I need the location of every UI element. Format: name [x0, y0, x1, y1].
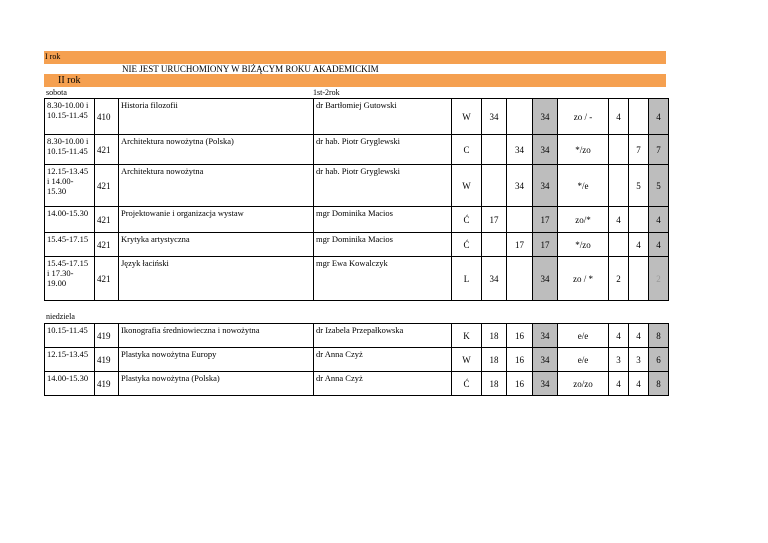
time-cell: 15.45-17.15	[45, 233, 95, 257]
table-row	[45, 257, 669, 301]
hours-semester-1-cell: 18	[482, 348, 507, 372]
hours-total-cell: 34	[533, 324, 558, 348]
table-row	[45, 324, 669, 348]
ects-total-cell: 2	[649, 257, 669, 301]
table-row	[45, 233, 669, 257]
hours-total-cell: 34	[533, 99, 558, 135]
ects-semester-2-cell: 5	[629, 165, 649, 207]
hours-total-cell: 17	[533, 207, 558, 233]
table-row	[45, 99, 669, 135]
room-cell: 421	[95, 233, 119, 257]
time-cell: 12.15-13.45 i 14.00-15.30	[45, 165, 95, 207]
teacher-cell: dr hab. Piotr Gryglewski	[314, 135, 452, 165]
ects-semester-1-cell: 3	[609, 348, 629, 372]
hours-semester-2-cell: 34	[507, 165, 533, 207]
hours-semester-1-cell	[482, 233, 507, 257]
teacher-cell: mgr Ewa Kowalczyk	[314, 257, 452, 301]
time-cell: 15.45-17.15 i 17.30-19.00	[45, 257, 95, 301]
form-cell: Ć	[452, 207, 482, 233]
assessment-cell: zo / *	[558, 257, 609, 301]
form-cell: W	[452, 165, 482, 207]
sunday-schedule-table	[44, 323, 669, 396]
not-running-notice: NIE JEST URUCHOMIONY W BIŻĄCYM ROKU AKADEMICKIM	[122, 64, 379, 74]
hours-semester-1-cell: 18	[482, 324, 507, 348]
ects-semester-2-cell: 3	[629, 348, 649, 372]
ects-semester-2-cell: 4	[629, 324, 649, 348]
room-cell: 421	[95, 165, 119, 207]
teacher-cell: dr Bartłomiej Gutowski	[314, 99, 452, 135]
assessment-cell: zo/zo	[558, 372, 609, 396]
assessment-cell: zo/*	[558, 207, 609, 233]
form-cell: L	[452, 257, 482, 301]
ects-total-cell: 8	[649, 372, 669, 396]
form-cell: W	[452, 99, 482, 135]
hours-semester-2-cell: 34	[507, 135, 533, 165]
ects-semester-2-cell: 7	[629, 135, 649, 165]
ects-semester-2-cell	[629, 257, 649, 301]
assessment-cell: e/e	[558, 324, 609, 348]
assessment-cell: */e	[558, 165, 609, 207]
ects-total-cell: 4	[649, 99, 669, 135]
hours-semester-2-cell: 16	[507, 372, 533, 396]
ects-semester-2-cell	[629, 207, 649, 233]
subject-cell: Plastyka nowożytna (Polska)	[119, 372, 314, 396]
subject-cell: Ikonografia średniowieczna i nowożytna	[119, 324, 314, 348]
teacher-cell: dr Anna Czyż	[314, 372, 452, 396]
hours-semester-2-cell: 16	[507, 324, 533, 348]
ects-total-cell: 4	[649, 233, 669, 257]
ects-semester-1-cell	[609, 165, 629, 207]
time-cell: 12.15-13.45	[45, 348, 95, 372]
year-one-bar	[44, 51, 666, 64]
time-cell: 14.00-15.30	[45, 207, 95, 233]
sunday-label: niedziela	[46, 312, 75, 321]
teacher-cell: mgr Dominika Macios	[314, 233, 452, 257]
ects-total-cell: 8	[649, 324, 669, 348]
room-cell: 419	[95, 372, 119, 396]
subject-cell: Plastyka nowożytna Europy	[119, 348, 314, 372]
table-row	[45, 165, 669, 207]
form-cell: Ć	[452, 233, 482, 257]
ects-total-cell: 6	[649, 348, 669, 372]
hours-total-cell: 34	[533, 257, 558, 301]
table-row	[45, 135, 669, 165]
group-label: 1st-2rok	[313, 88, 340, 97]
time-cell: 8.30-10.00 i 10.15-11.45	[45, 135, 95, 165]
hours-semester-2-cell	[507, 257, 533, 301]
year-two-bar	[44, 74, 666, 87]
room-cell: 421	[95, 207, 119, 233]
time-cell: 10.15-11.45	[45, 324, 95, 348]
table-row	[45, 372, 669, 396]
saturday-label: sobota	[46, 88, 67, 97]
room-cell: 410	[95, 99, 119, 135]
ects-semester-2-cell: 4	[629, 233, 649, 257]
table-row	[45, 348, 669, 372]
ects-semester-1-cell: 2	[609, 257, 629, 301]
assessment-cell: e/e	[558, 348, 609, 372]
assessment-cell: zo / -	[558, 99, 609, 135]
teacher-cell: mgr Dominika Macios	[314, 207, 452, 233]
assessment-cell: */zo	[558, 233, 609, 257]
hours-semester-2-cell: 16	[507, 348, 533, 372]
hours-total-cell: 34	[533, 348, 558, 372]
hours-semester-1-cell: 34	[482, 99, 507, 135]
subject-cell: Język łaciński	[119, 257, 314, 301]
hours-semester-1-cell	[482, 135, 507, 165]
subject-cell: Projektowanie i organizacja wystaw	[119, 207, 314, 233]
room-cell: 421	[95, 135, 119, 165]
ects-total-cell: 5	[649, 165, 669, 207]
hours-semester-2-cell	[507, 99, 533, 135]
room-cell: 419	[95, 348, 119, 372]
ects-semester-1-cell	[609, 135, 629, 165]
subject-cell: Krytyka artystyczna	[119, 233, 314, 257]
hours-semester-2-cell	[507, 207, 533, 233]
hours-semester-1-cell: 34	[482, 257, 507, 301]
ects-semester-1-cell: 4	[609, 324, 629, 348]
teacher-cell: dr Izabela Przepałkowska	[314, 324, 452, 348]
room-cell: 419	[95, 324, 119, 348]
subject-cell: Architektura nowożytna (Polska)	[119, 135, 314, 165]
hours-total-cell: 34	[533, 135, 558, 165]
year-one-label: I rok	[45, 52, 61, 61]
hours-total-cell: 34	[533, 372, 558, 396]
ects-total-cell: 7	[649, 135, 669, 165]
subject-cell: Historia filozofii	[119, 99, 314, 135]
table-row	[45, 207, 669, 233]
form-cell: C	[452, 135, 482, 165]
year-two-label: II rok	[58, 75, 81, 86]
form-cell: Ć	[452, 372, 482, 396]
ects-semester-2-cell	[629, 99, 649, 135]
ects-semester-1-cell: 4	[609, 99, 629, 135]
ects-semester-2-cell: 4	[629, 372, 649, 396]
hours-semester-1-cell: 18	[482, 372, 507, 396]
time-cell: 14.00-15.30	[45, 372, 95, 396]
ects-semester-1-cell	[609, 233, 629, 257]
room-cell: 421	[95, 257, 119, 301]
ects-semester-1-cell: 4	[609, 207, 629, 233]
teacher-cell: dr Anna Czyż	[314, 348, 452, 372]
form-cell: K	[452, 324, 482, 348]
ects-semester-1-cell: 4	[609, 372, 629, 396]
time-cell: 8.30-10.00 i 10.15-11.45	[45, 99, 95, 135]
teacher-cell: dr hab. Piotr Gryglewski	[314, 165, 452, 207]
hours-semester-1-cell	[482, 165, 507, 207]
hours-total-cell: 34	[533, 165, 558, 207]
form-cell: W	[452, 348, 482, 372]
hours-semester-2-cell: 17	[507, 233, 533, 257]
hours-total-cell: 17	[533, 233, 558, 257]
ects-total-cell: 4	[649, 207, 669, 233]
hours-semester-1-cell: 17	[482, 207, 507, 233]
assessment-cell: */zo	[558, 135, 609, 165]
subject-cell: Architektura nowożytna	[119, 165, 314, 207]
saturday-schedule-table	[44, 98, 669, 301]
